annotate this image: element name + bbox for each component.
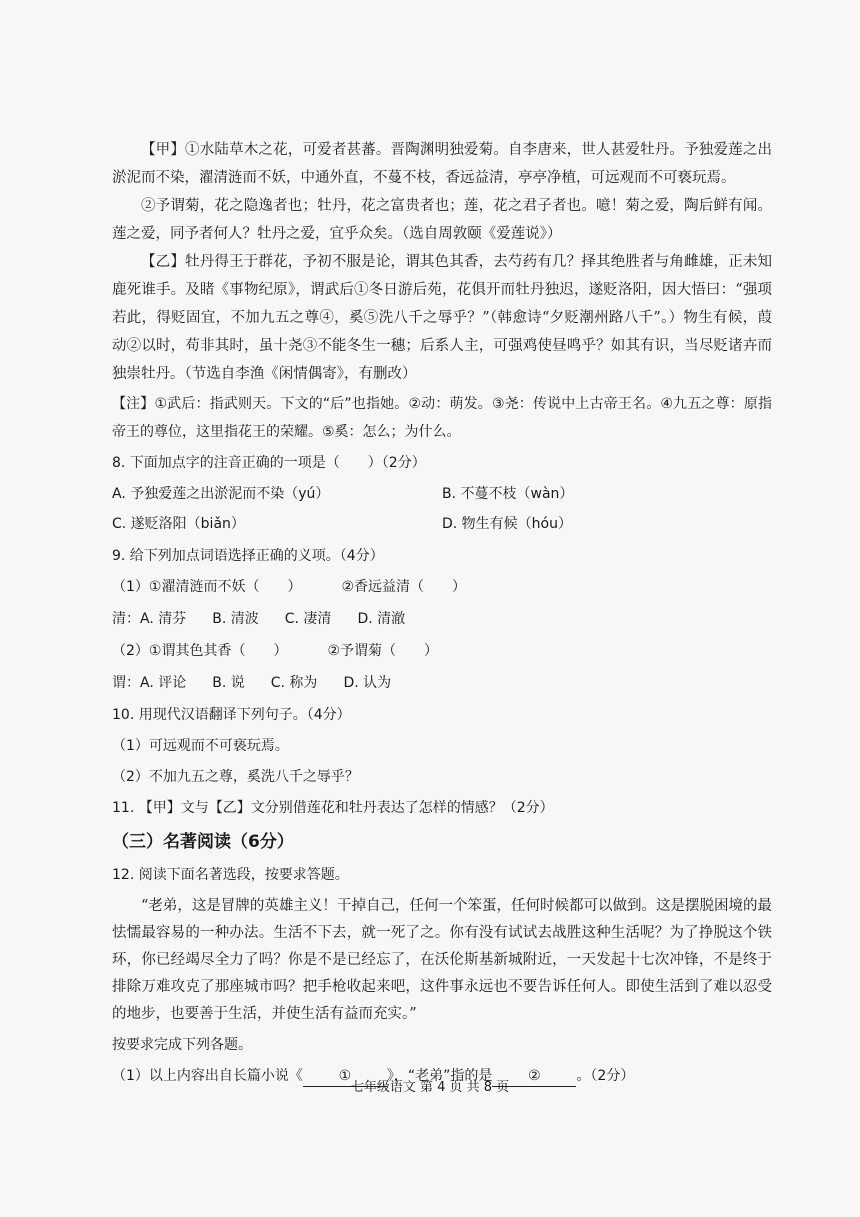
question-11-stem: 11. 【甲】文与【乙】文分别借莲花和牡丹表达了怎样的情感？（2分） bbox=[112, 800, 554, 816]
page-footer: 七年级语文 第 4 页 共 8 页 bbox=[350, 1080, 510, 1095]
q9-options-2-d: D. 认为 bbox=[343, 675, 392, 691]
question-12-passage: “老弟，这是冒牌的英雄主义！干掉自己，任何一个笨蛋，任何时候都可以做到。这是摆脱困境的最怯懦最容易的一种办法。生活不下去，就一死了之。你有没有试试去战胜这种生活呢？为了挣脱这个铁环，你已经竭尽全力了吗？你是不是已经忘了，在沃伦斯基新城附近，一天发起十七次冲锋，不是终于排除万难攻克了那座城市吗？把手枪收起来吧，这件事永远也不要告诉任何人。即使生活到了难以忍受的地步，也要善于生活，并使生活有益而充实。” bbox=[112, 898, 772, 1022]
q12-item-1-suffix: 。（2分） bbox=[576, 1068, 635, 1084]
section-3-title: （三）名著阅读（6分） bbox=[112, 832, 294, 852]
option-a: A. 予独爱莲之出淤泥而不染（yú） bbox=[112, 486, 330, 502]
q9-options-2-b: B. 说 bbox=[212, 675, 245, 691]
option-d: D. 物生有候（hóu） bbox=[442, 516, 572, 532]
question-9-sub-1 bbox=[112, 572, 772, 602]
q9-options-1-c: C. 凄清 bbox=[284, 611, 332, 627]
question-10-stem: 10. 用现代汉语翻译下列句子。（4分） bbox=[112, 707, 351, 723]
question-9-stem: 9. 给下列加点词语选择正确的义项。（4分） bbox=[112, 548, 384, 564]
passage-a-paragraph-1: 【甲】①水陆草木之花，可爱者甚蕃。晋陶渊明独爱菊。自李唐来，世人甚爱牡丹。予独爱莲之出淤泥而不染，濯清涟而不妖，中通外直，不蔓不枝，香远益清，亭亭净植，可远观而不可亵玩焉。 bbox=[112, 142, 772, 186]
q9-item-2a: （2）①谓其色其香（ ） bbox=[112, 643, 288, 659]
q9-options-2-c: C. 称为 bbox=[270, 675, 318, 691]
option-c: C. 遂贬洛阳（biǎn） bbox=[112, 516, 245, 532]
annotation-note: 【注】①武后：指武则天。下文的“后”也指她。②动：萌发。③尧：传说中上古帝王名。④九五之尊：原指帝王的尊位，这里指花王的荣耀。⑤奚：怎么；为什么。 bbox=[112, 396, 772, 440]
q9-options-1-b: B. 清波 bbox=[212, 611, 259, 627]
question-8-options bbox=[112, 479, 772, 539]
q12-item-1-middle: 》，“老弟”指的是 bbox=[386, 1068, 493, 1084]
option-b: B. 不蔓不枝（wàn） bbox=[442, 486, 574, 502]
q9-options-1-d: D. 清澈 bbox=[357, 611, 406, 627]
q9-item-1b: ②香远益清（ ） bbox=[341, 579, 467, 595]
q9-item-2b: ②予谓菊（ ） bbox=[327, 643, 439, 659]
question-10-item-1: （1）可远观而不可亵玩焉。 bbox=[112, 738, 289, 754]
answer-blank-1[interactable]: ① bbox=[303, 1066, 387, 1087]
question-8-stem: 8. 下面加点字的注音正确的一项是（ ）（2分） bbox=[112, 455, 426, 471]
passage-a-paragraph-2: ②予谓菊，花之隐逸者也；牡丹，花之富贵者也；莲，花之君子者也。噫！菊之爱，陶后鲜有闻。莲之爱，同予者何人？牡丹之爱，宜乎众矣。（选自周敦颐《爱莲说》） bbox=[112, 198, 772, 242]
question-9-options-2 bbox=[112, 668, 772, 698]
question-12-stem: 12. 阅读下面名著选段，按要求答题。 bbox=[112, 867, 349, 883]
passage-b-paragraph: 【乙】牡丹得王于群花，予初不服是论，谓其色其香，去芍药有几？择其绝胜者与角雌雄，正未知鹿死谁手。及睹《事物纪原》，谓武后①冬日游后苑，花俱开而牡丹独迟，遂贬洛阳，因大悟曰：“强项若此，得贬固宜，不加九五之尊④，奚⑤洗八千之辱乎？”（韩愈诗“夕贬潮州路八千”。）物生有候，葭动②以时，苟非其时，虽十尧③不能冬生一穗；后系人主，可强鸡使昼鸣乎？如其有识，当尽贬诸卉而独崇牡丹。（节选自李渔《闲情偶寄》，有删改） bbox=[112, 254, 772, 382]
question-10-item-2: （2）不加九五之尊，奚洗八千之辱乎？ bbox=[112, 769, 359, 785]
question-9-sub-2 bbox=[112, 636, 772, 666]
answer-blank-2[interactable]: ② bbox=[492, 1066, 576, 1087]
question-12-instruction: 按要求完成下列各题。 bbox=[112, 1037, 252, 1053]
page-content bbox=[112, 136, 772, 1090]
question-9-options-1 bbox=[112, 604, 772, 634]
q9-item-1a: （1）①濯清涟而不妖（ ） bbox=[112, 579, 302, 595]
q12-item-1-prefix: （1）以上内容出自长篇小说《 bbox=[112, 1068, 303, 1084]
q9-options-2-a: 谓：A. 评论 bbox=[112, 675, 187, 691]
q9-options-1-a: 清：A. 清芬 bbox=[112, 611, 187, 627]
